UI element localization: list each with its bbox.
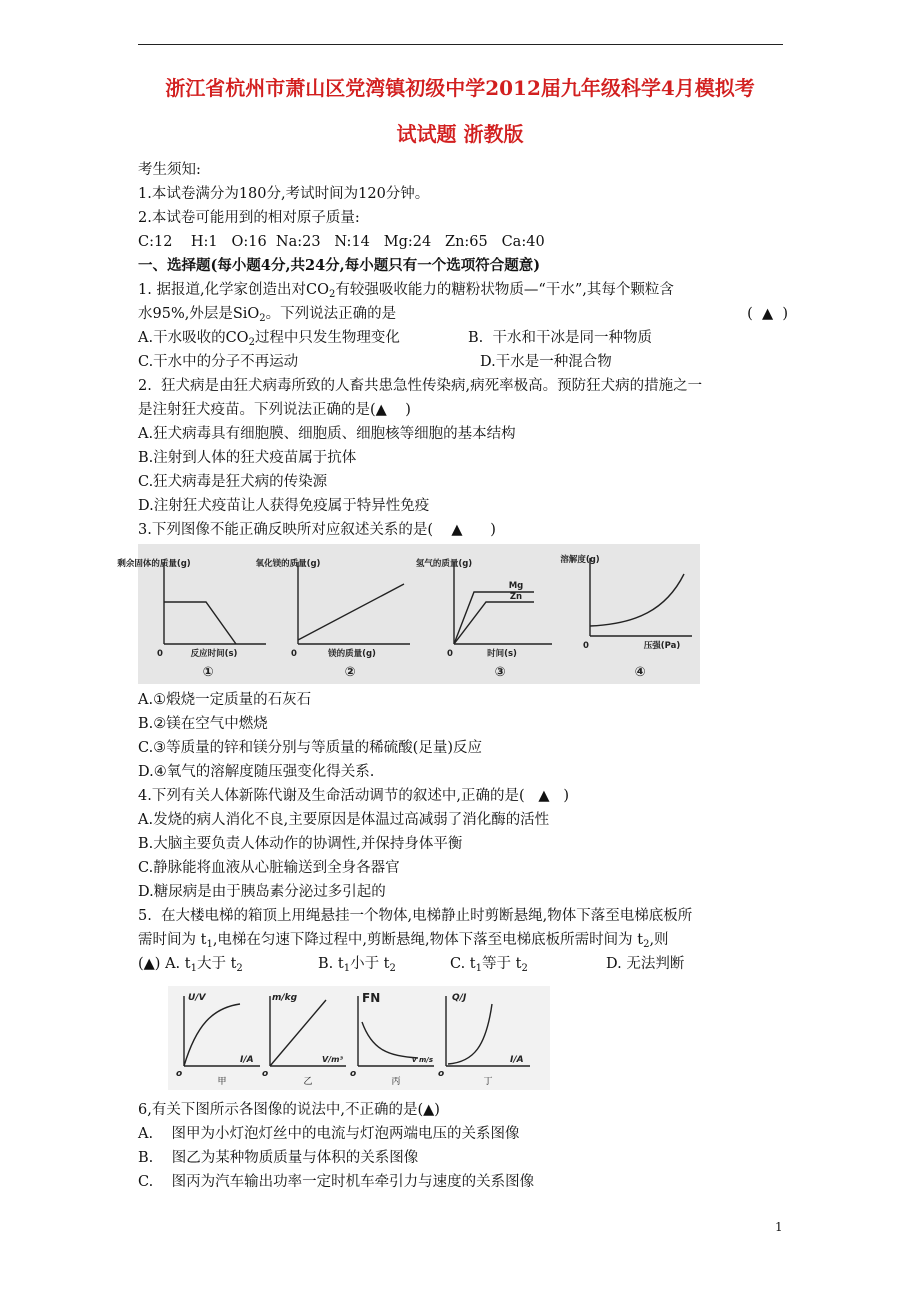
q1-stem-line2: 水95%,外层是SiO$_2$。下列说法正确的是 [138, 306, 397, 324]
q3-option-a: A.①煅烧一定质量的石灰石 [138, 692, 312, 708]
q4-option-b: B.大脑主要负责人体动作的协调性,并保持身体平衡 [138, 836, 463, 852]
q6-g4-origin: o [438, 1069, 445, 1079]
q1-option-c: C.干水中的分子不再运动 [138, 354, 299, 370]
g4-number: ④ [634, 665, 646, 680]
g3-number: ③ [494, 665, 506, 680]
q4-option-a: A.发烧的病人消化不良,主要原因是体温过高减弱了消化酶的活性 [138, 812, 550, 828]
g3-label-zn: Zn [509, 592, 523, 602]
q6-g2-y-label: m/kg [272, 993, 298, 1003]
g3-y-label: 氢气的质量(g) [415, 559, 473, 569]
g3-label-mg: Mg [508, 581, 524, 591]
q3-stem: 3.下列图像不能正确反映所对应叙述关系的是( ▲ ) [138, 522, 496, 538]
doc-title-line2: 试试题 浙教版 [396, 122, 524, 146]
q1-stem-line1: 1. 据报道,化学家创造出对$CO_2$有较强吸收能力的糖粉状物质—“干水”,其每个颗粒含 [138, 282, 674, 300]
q5-option-a: A. $t_1$大于 $t_2$ [165, 956, 243, 974]
q6-option-b: B. 图乙为某种物质质量与体积的关系图像 [138, 1150, 419, 1166]
q6-g3-name: 丙 [391, 1077, 401, 1087]
q3-option-b: B.②镁在空气中燃烧 [138, 716, 268, 732]
q4-option-d: D.糖尿病是由于胰岛素分泌过多引起的 [138, 884, 386, 900]
q6-g1-x-label: I/A [240, 1055, 254, 1065]
q6-g3-y-label: FN [362, 991, 381, 1005]
q6-g3-origin: o [350, 1069, 357, 1079]
q6-stem: 6,有关下图所示各图像的说法中,不正确的是(▲) [138, 1102, 440, 1118]
page-number: 1 [775, 1220, 783, 1234]
q1-option-b: B. 干水和干冰是同一种物质 [468, 330, 652, 346]
q5-line1: 5. 在大楼电梯的箱顶上用绳悬挂一个物体,电梯静止时剪断悬绳,物体下落至电梯底板所 [138, 908, 693, 924]
q5-option-c: C. $t_1$等于 $t_2$ [450, 956, 528, 974]
atomic-masses: C:12 H:1 O:16 Na:23 N:14 Mg:24 Zn:65 Ca:40 [138, 234, 545, 250]
q5-option-d: D. 无法判断 [606, 956, 685, 972]
notice-item-1: 1.本试卷满分为180分,考试时间为120分钟。 [138, 186, 430, 202]
g4-y-label: 溶解度(g) [560, 555, 600, 565]
q3-figure [117, 544, 700, 684]
q5-line2: 需时间为 $t_1$,电梯在匀速下降过程中,剪断悬绳,物体下落至电梯底板所需时间为 $t_2$,则 [138, 932, 669, 950]
g4-x-label: 压强(Pa) [643, 641, 681, 651]
q3-option-d: D.④氧气的溶解度随压强变化得关系. [138, 764, 375, 780]
q6-g2-x-label: V/m³ [322, 1055, 343, 1064]
g3-origin: 0 [447, 649, 453, 659]
q6-g4-x-label: I/A [510, 1055, 524, 1065]
q6-figure-background [168, 986, 550, 1090]
q6-g4-name: 丁 [483, 1077, 493, 1087]
q6-figure [168, 986, 550, 1090]
q2-option-a: A.狂犬病毒具有细胞膜、细胞质、细胞核等细胞的基本结构 [138, 426, 516, 442]
g2-origin: 0 [291, 649, 297, 659]
q2-option-c: C.狂犬病毒是狂犬病的传染源 [138, 474, 328, 490]
q2-option-b: B.注射到人体的狂犬疫苗属于抗体 [138, 450, 357, 466]
q6-option-a: A. 图甲为小灯泡灯丝中的电流与灯泡两端电压的关系图像 [138, 1126, 520, 1142]
g4-origin: 0 [583, 641, 589, 651]
q4-stem: 4.下列有关人体新陈代谢及生命活动调节的叙述中,正确的是( ▲ ) [138, 788, 570, 804]
q5-option-b: B. $t_1$小于 $t_2$ [318, 956, 396, 974]
g1-x-label: 反应时间(s) [190, 649, 238, 659]
q6-g1-origin: o [176, 1069, 183, 1079]
q2-stem-line1: 2. 狂犬病是由狂犬病毒所致的人畜共患急性传染病,病死率极高。预防狂犬病的措施之一 [138, 378, 703, 394]
notice-heading: 考生须知: [138, 162, 201, 178]
q2-stem-line2: 是注射狂犬疫苗。下列说法正确的是(▲ ) [138, 402, 411, 418]
g1-y-label: 剩余固体的质量(g) [117, 559, 191, 569]
notice-item-2: 2.本试卷可能用到的相对原子质量: [138, 210, 360, 226]
q3-option-c: C.③等质量的锌和镁分别与等质量的稀硫酸(足量)反应 [138, 740, 482, 756]
doc-title-line1: 浙江省杭州市萧山区党湾镇初级中学2012届九年级科学4月模拟考 [165, 76, 755, 100]
section-heading: 一、选择题(每小题4分,共24分,每小题只有一个选项符合题意) [138, 257, 541, 274]
q5-answer-mark: (▲) [138, 956, 161, 972]
q6-option-c: C. 图丙为汽车输出功率一定时机车牵引力与速度的关系图像 [138, 1174, 535, 1190]
q6-g2-name: 乙 [303, 1077, 313, 1087]
q6-g1-y-label: U/V [188, 993, 206, 1003]
g3-x-label: 时间(s) [487, 649, 517, 659]
q6-g4-y-label: Q/J [452, 993, 467, 1003]
g2-number: ② [344, 665, 356, 680]
q1-answer-mark: ( ▲ ) [747, 306, 788, 322]
g1-origin: 0 [157, 649, 163, 659]
q6-g1-name: 甲 [217, 1077, 227, 1087]
q1-option-d: D.干水是一种混合物 [480, 354, 612, 370]
header-rule [138, 44, 783, 45]
q1-option-a: A.干水吸收的$CO_2$过程中只发生物理变化 [138, 330, 400, 348]
g1-number: ① [202, 665, 214, 680]
g2-y-label: 氧化镁的质量(g) [255, 559, 321, 569]
q6-g2-origin: o [262, 1069, 269, 1079]
q2-option-d: D.注射狂犬疫苗让人获得免疫属于特异性免疫 [138, 498, 430, 514]
g2-x-label: 镁的质量(g) [328, 649, 376, 659]
q6-g3-x-label: v m/s [412, 1056, 434, 1064]
q4-option-c: C.静脉能将血液从心脏输送到全身各器官 [138, 860, 400, 876]
